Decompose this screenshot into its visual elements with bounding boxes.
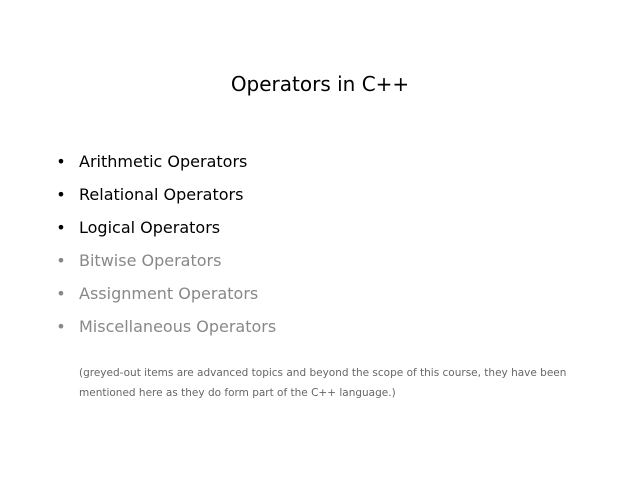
- bullet-icon: •: [56, 251, 66, 270]
- list-item-label: Arithmetic Operators: [79, 152, 248, 171]
- list-item-label: Relational Operators: [79, 185, 244, 204]
- operator-list: [0, 149, 640, 347]
- list-item-label: Miscellaneous Operators: [79, 317, 277, 336]
- list-item-label: Logical Operators: [79, 218, 221, 237]
- bullet-icon: •: [56, 152, 66, 171]
- footnote: [79, 363, 609, 403]
- list-item-bitwise: [0, 248, 640, 281]
- bullet-icon: •: [56, 284, 66, 303]
- list-item-assignment: [0, 281, 640, 314]
- list-item-miscellaneous: [0, 314, 640, 347]
- footnote-line-2: mentioned here as they do form part of the C++ language.): [79, 387, 396, 399]
- list-item-arithmetic: [0, 149, 640, 182]
- list-item-label: Assignment Operators: [79, 284, 259, 303]
- slide-title: Operators in C++: [230, 72, 410, 96]
- list-item-logical: [0, 215, 640, 248]
- bullet-icon: •: [56, 185, 66, 204]
- bullet-icon: •: [56, 218, 66, 237]
- footnote-line-1: (greyed-out items are advanced topics and beyond the scope of this course, they have been: [79, 367, 567, 379]
- bullet-icon: •: [56, 317, 66, 336]
- list-item-relational: [0, 182, 640, 215]
- list-item-label: Bitwise Operators: [79, 251, 222, 270]
